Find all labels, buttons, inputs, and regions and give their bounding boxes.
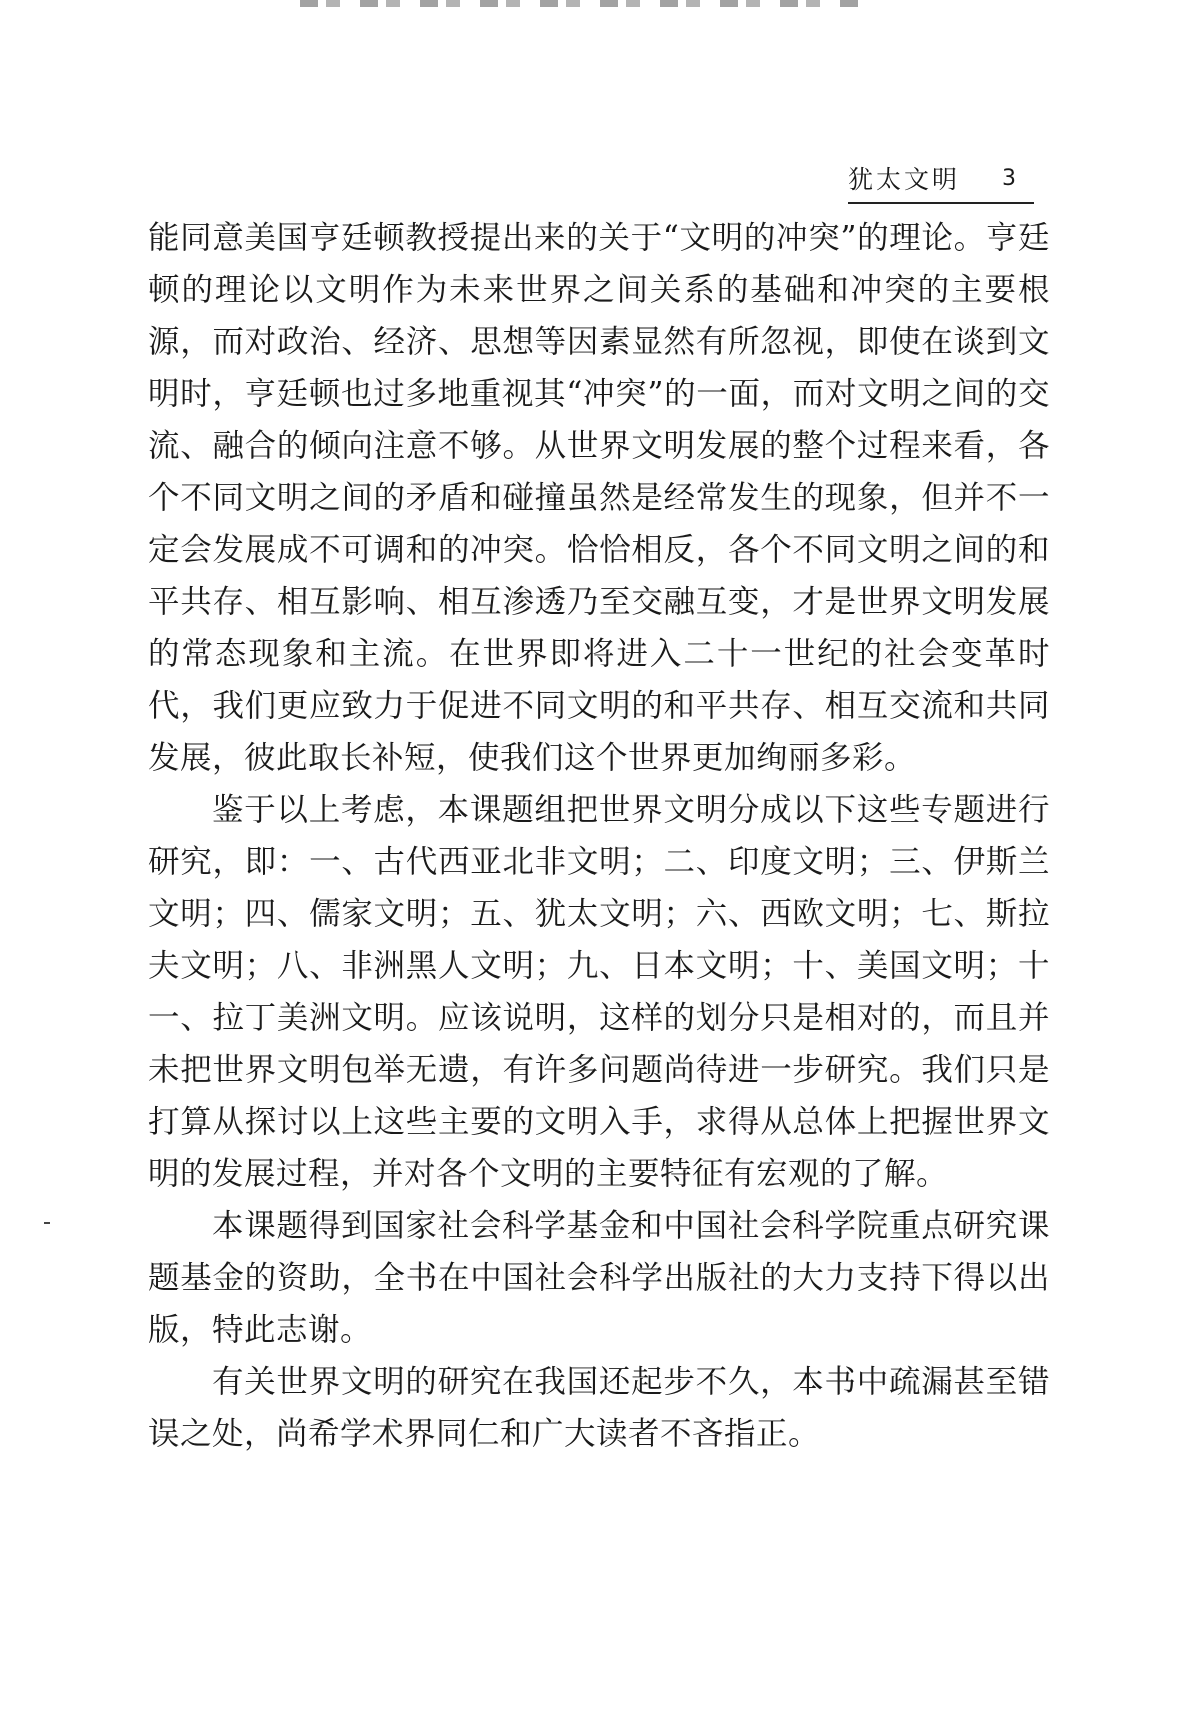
body-text bbox=[148, 212, 1050, 1460]
running-title: 犹太文明 bbox=[848, 165, 961, 194]
margin-mark bbox=[44, 1222, 50, 1224]
running-header bbox=[848, 160, 1034, 204]
paragraph-research-topics: 鉴于以上考虑，本课题组把世界文明分成以下这些专题进行研究，即：一、古代西亚北非文明；二、印度文明；三、伊斯兰文明；四、儒家文明；五、犹太文明；六、西欧文明；七、斯拉夫文明；八、非洲黑人文明；九、日本文明；十、美国文明；十一、拉丁美洲文明。应该说明，这样的划分只是相对的，而且并未把世界文明包举无遗，有许多问题尚待进一步研究。我们只是打算从探讨以上这些主要的文明入手，求得从总体上把握世界文明的发展过程，并对各个文明的主要特征有宏观的了解。 bbox=[148, 792, 1050, 1192]
scan-artifact-top bbox=[300, 0, 860, 7]
paragraph-acknowledgement: 本课题得到国家社会科学基金和中国社会科学院重点研究课题基金的资助，全书在中国社会科学出版社的大力支持下得以出版，特此志谢。 bbox=[148, 1208, 1050, 1348]
paragraph-continued: 能同意美国亨廷顿教授提出来的关于“文明的冲突”的理论。亨廷顿的理论以文明作为未来世界之间关系的基础和冲突的主要根源，而对政治、经济、思想等因素显然有所忽视，即使在谈到文明时，亨廷顿也过多地重视其“冲突”的一面，而对文明之间的交流、融合的倾向注意不够。从世界文明发展的整个过程来看，各个不同文明之间的矛盾和碰撞虽然是经常发生的现象，但并不一定会发展成不可调和的冲突。恰恰相反，各个不同文明之间的和平共存、相互影响、相互渗透乃至交融互变，才是世界文明发展的常态现象和主流。在世界即将进入二十一世纪的社会变革时代，我们更应致力于促进不同文明的和平共存、相互交流和共同发展，彼此取长补短，使我们这个世界更加绚丽多彩。 bbox=[148, 220, 1050, 776]
page-number: 3 bbox=[1002, 166, 1016, 191]
paragraph-closing-note: 有关世界文明的研究在我国还起步不久，本书中疏漏甚至错误之处，尚希学术界同仁和广大读者不吝指正。 bbox=[148, 1364, 1050, 1452]
